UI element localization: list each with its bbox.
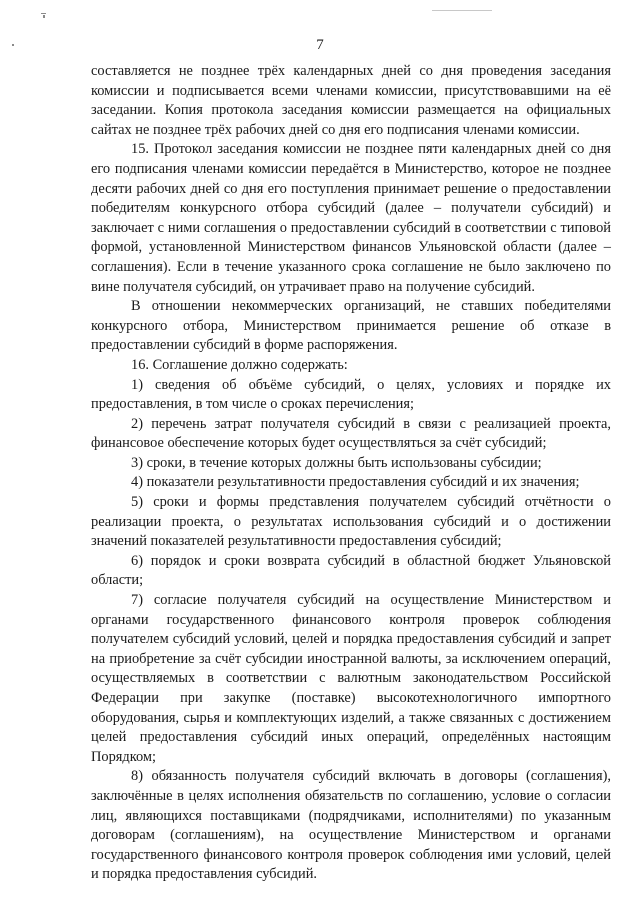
document-body: [91, 62, 611, 885]
scan-artifact: [432, 10, 492, 11]
list-item-8: 8) обязанность получателя субсидий включать в договоры (соглашения), заключённые в целях исполнения обязательств по соглашению, условие о согласии лиц, являющихся поставщиками (подрядчиками, исполнителями) по указанным договорам (соглашениям), на осуществление Министерством и органами государственного финансового контроля проверок соблюдения ими условий, целей и порядка предоставления субсидий.: [91, 768, 611, 883]
paragraph-continuation: составляется не позднее трёх календарных дней со дня проведения заседания комиссии и подписывается всеми членами комиссии, присутствовавшими на её заседании. Копия протокола заседания комиссии размещается на официальных сайтах не позднее трёх рабочих дней со дня его подписания членами комиссии.: [91, 63, 611, 138]
scan-artifact: [43, 15, 45, 18]
list-item-6: 6) порядок и сроки возврата субсидий в областной бюджет Ульяновской области;: [91, 552, 611, 589]
list-item-5: 5) сроки и формы представления получателем субсидий отчётности о реализации проекта, о результатах использования субсидий и о достижении значений показателей результативности предоставления субсидий;: [91, 494, 611, 550]
list-item-2: 2) перечень затрат получателя субсидий в связи с реализацией проекта, финансовое обеспечение которых будет осуществляться за счёт субсидий;: [91, 415, 611, 452]
list-item-7: 7) согласие получателя субсидий на осуществление Министерством и органами государственного финансового контроля проверок соблюдения получателем субсидий условий, целей и порядка предоставления субсидий и запрет на приобретение за счёт субсидии иностранной валюты, за исключением операций, осуществляемых в соответствии с валютным законодательством Российской Федерации при закупке (поставке) высокотехнологичного импортного оборудования, сырья и комплектующих изделий, а также связанных с достижением целей предоставления субсидий иных операций, определённых настоящим Порядком;: [91, 592, 611, 765]
list-item-3: 3) сроки, в течение которых должны быть использованы субсидии;: [131, 454, 542, 471]
page-number: 7: [316, 37, 324, 53]
list-item-1: 1) сведения об объёме субсидий, о целях, условиях и порядке их предоставления, в том числе о сроках перечисления;: [91, 376, 611, 413]
paragraph-refusal: В отношении некоммерческих организаций, не ставших победителями конкурсного отбора, Министерством принимается решение об отказе в предоставлении субсидий в форме распоряжения.: [91, 298, 611, 354]
list-item-4: 4) показатели результативности предоставления субсидий и их значения;: [131, 474, 580, 491]
paragraph-item-15: 15. Протокол заседания комиссии не позднее пяти календарных дней со дня его подписания членами комиссии передаётся в Министерство, которое не позднее десяти рабочих дней со дня его поступления принимает решение о предоставлении победителям конкурсного отбора субсидий (далее – получатели субсидий) и заключает с ними соглашения о предоставлении субсидий в соответствии с типовой формой, установленной Министерством финансов Ульяновской области (далее – соглашения). Если в течение указанного срока соглашение не было заключено по вине получателя субсидий, он утрачивает право на получение субсидий.: [91, 141, 611, 295]
paragraph-item-16: 16. Соглашение должно содержать:: [131, 356, 348, 373]
scan-artifact: [41, 13, 46, 14]
